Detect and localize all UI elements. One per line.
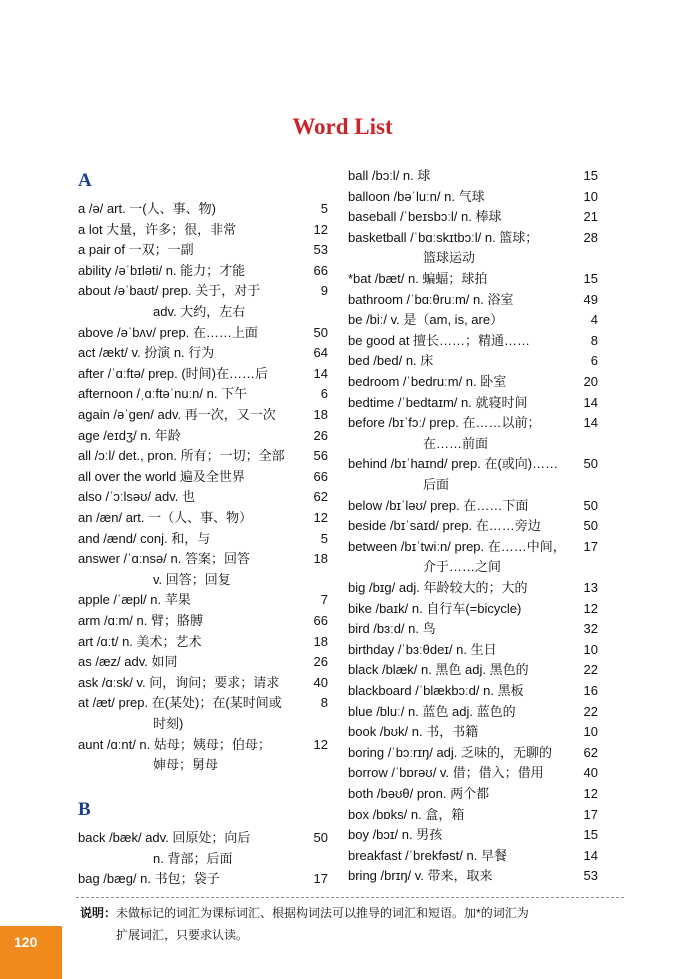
word-entry-page: 40 xyxy=(313,674,328,690)
word-entry-page: 6 xyxy=(320,386,328,402)
word-entry-text: about /əˈbaʊt/ prep. 关于，对于 xyxy=(78,283,261,299)
word-entry xyxy=(348,537,600,578)
word-entry-page: 18 xyxy=(313,551,328,567)
word-entry xyxy=(348,496,600,517)
word-entry-page: 13 xyxy=(583,580,598,595)
word-entry-text: ask /ɑːsk/ v. 问，询问；要求；请求 xyxy=(78,674,280,690)
word-entry-page: 5 xyxy=(320,201,328,216)
word-entry-page: 12 xyxy=(313,510,328,525)
word-entry-page: 50 xyxy=(313,830,328,845)
divider xyxy=(76,897,624,898)
word-entry-text: balloon /bəˈluːn/ n. 气球 xyxy=(348,188,485,204)
word-entry xyxy=(78,735,330,776)
word-entry-text: between /bɪˈtwiːn/ prep. 在……中间， xyxy=(348,538,566,554)
word-entry-text: beside /bɪˈsaɪd/ prep. 在……旁边 xyxy=(348,518,541,534)
word-entry-page: 10 xyxy=(583,188,598,204)
word-entry xyxy=(78,384,330,405)
word-entry-page: 26 xyxy=(313,427,328,443)
word-entry-page: 4 xyxy=(590,312,598,328)
footnote-label: 说明： xyxy=(80,906,117,920)
word-entry-page: 28 xyxy=(583,229,598,245)
word-entry-text: bedroom /ˈbedruːm/ n. 卧室 xyxy=(348,374,507,389)
word-entry-page: 50 xyxy=(583,497,598,513)
word-entry-text: below /bɪˈləʊ/ prep. 在……下面 xyxy=(348,497,529,513)
word-entry-text: bathroom /ˈbɑːθruːm/ n. 浴室 xyxy=(348,291,514,307)
word-entry-page: 15 xyxy=(583,168,598,183)
word-entry-page: 20 xyxy=(583,374,598,389)
word-entry-text: above /əˈbʌv/ prep. 在……上面 xyxy=(78,324,258,340)
word-entry-page: 10 xyxy=(583,724,598,740)
footnote-line-2: 扩展词汇，只要求认读。 xyxy=(116,928,249,942)
word-entry-continuation: 婶母；舅母 xyxy=(153,757,219,773)
word-entry-page: 17 xyxy=(583,538,598,554)
word-entry-continuation: 介于……之间 xyxy=(423,559,502,575)
word-entry xyxy=(348,166,600,187)
word-entry xyxy=(348,393,600,414)
word-entry xyxy=(348,702,600,723)
word-entry-page: 50 xyxy=(583,456,598,472)
word-entry xyxy=(348,331,600,352)
word-entry-text: be /biː/ v. 是（am, is, are） xyxy=(348,312,504,328)
word-entry xyxy=(78,673,330,694)
word-entry-page: 66 xyxy=(313,468,328,484)
word-entry-page: 49 xyxy=(583,291,598,307)
word-entry-page: 15 xyxy=(583,827,598,843)
word-entry-page: 5 xyxy=(320,530,328,546)
word-entry-page: 14 xyxy=(313,365,328,381)
word-entry xyxy=(348,228,600,269)
word-entry-page: 14 xyxy=(583,847,598,863)
word-entry-text: ability /əˈbɪləti/ n. 能力；才能 xyxy=(78,262,246,278)
word-entry-continuation: 后面 xyxy=(423,476,450,492)
word-entry-page: 62 xyxy=(583,744,598,760)
word-entry-text: as /æz/ adv. 如同 xyxy=(78,654,178,670)
word-entry-page: 15 xyxy=(583,271,598,286)
word-entry xyxy=(348,187,600,208)
word-entry xyxy=(348,207,600,228)
word-entry-text: at /æt/ prep. 在(某处)；在(某时间或 xyxy=(78,695,282,711)
word-entry-text: both /bəʊθ/ pron. 两个都 xyxy=(348,786,490,801)
word-entry-continuation: 在……前面 xyxy=(423,435,489,451)
word-entry-text: all /ɔːl/ det., pron. 所有；一切；全部 xyxy=(78,448,285,464)
word-entry xyxy=(348,763,600,784)
word-entry xyxy=(78,426,330,447)
word-entry-text: back /bæk/ adv. 回原处；向后 xyxy=(78,830,251,845)
word-entry-page: 32 xyxy=(583,621,598,637)
word-entry xyxy=(348,722,600,743)
word-entry-page: 7 xyxy=(320,592,328,608)
word-entry-text: bring /brɪŋ/ v. 带来，取来 xyxy=(348,868,493,884)
word-entry xyxy=(78,549,330,590)
page-number: 120 xyxy=(14,934,38,950)
section-letter-b: B xyxy=(78,799,91,820)
word-entry xyxy=(348,846,600,867)
word-entry xyxy=(348,269,600,290)
word-entry-page: 53 xyxy=(583,868,598,884)
word-entry-text: box /bɒks/ n. 盒，箱 xyxy=(348,806,465,822)
word-entry-page: 50 xyxy=(313,324,328,340)
word-entry-page: 18 xyxy=(313,633,328,649)
word-entry-page: 12 xyxy=(583,600,598,616)
word-entry-text: bed /bed/ n. 床 xyxy=(348,353,434,369)
word-entry-page: 56 xyxy=(313,448,328,464)
word-entry-continuation: n. 背部；后面 xyxy=(153,850,233,866)
word-entry-page: 12 xyxy=(583,786,598,801)
word-entry-page: 16 xyxy=(583,683,598,698)
word-entry-page: 10 xyxy=(583,641,598,657)
word-entry-text: bag /bæɡ/ n. 书包；袋子 xyxy=(78,871,220,887)
word-entry-continuation: 篮球运动 xyxy=(423,250,476,266)
word-entry-text: boring /ˈbɔːrɪŋ/ adj. 乏味的，无聊的 xyxy=(348,744,553,760)
section-letter-a: A xyxy=(78,170,92,191)
word-entry-text: blue /bluː/ n. 蓝色 adj. 蓝色的 xyxy=(348,703,516,719)
word-entry xyxy=(348,310,600,331)
word-entry-text: afternoon /ˌɑːftəˈnuːn/ n. 下午 xyxy=(78,386,248,402)
word-entry-text: breakfast /ˈbrekfəst/ n. 早餐 xyxy=(348,847,507,863)
word-entry xyxy=(78,240,330,261)
word-entry-page: 66 xyxy=(313,262,328,278)
word-entry-page: 8 xyxy=(320,695,328,711)
word-entry xyxy=(348,825,600,846)
word-entry xyxy=(78,611,330,632)
word-entry-text: act /ækt/ v. 扮演 n. 行为 xyxy=(78,345,215,361)
word-entry-page: 53 xyxy=(313,242,328,258)
word-entry-continuation: v. 回答；回复 xyxy=(153,571,231,587)
word-entry-text: big /bɪɡ/ adj. 年龄较大的；大的 xyxy=(348,580,528,595)
word-entry-page: 66 xyxy=(313,613,328,628)
word-entry xyxy=(348,640,600,661)
word-entry-text: boy /bɔɪ/ n. 男孩 xyxy=(348,827,443,843)
word-entry xyxy=(78,281,330,322)
word-entry-text: age /eɪdʒ/ n. 年龄 xyxy=(78,427,181,443)
word-entry xyxy=(78,199,330,220)
word-entry xyxy=(348,372,600,393)
word-entry-text: a pair of 一双；一副 xyxy=(78,242,194,258)
word-entry-text: bike /baɪk/ n. 自行车(=bicycle) xyxy=(348,600,522,616)
word-entry xyxy=(78,693,330,734)
word-entry-text: bird /bɜːd/ n. 鸟 xyxy=(348,621,436,637)
word-entry xyxy=(78,323,330,344)
word-entry xyxy=(78,261,330,282)
word-entry xyxy=(78,590,330,611)
word-entry xyxy=(348,599,600,620)
word-entry xyxy=(348,516,600,537)
word-entry xyxy=(78,405,330,426)
word-entry-page: 62 xyxy=(313,489,328,505)
word-entry-page: 26 xyxy=(313,654,328,670)
word-entry-text: also /ˈɔːlsəʊ/ adv. 也 xyxy=(78,489,195,505)
word-entry-page: 22 xyxy=(583,662,598,678)
word-entry xyxy=(78,343,330,364)
word-entry-text: a lot 大量，许多；很，非常 xyxy=(78,221,237,237)
word-entry xyxy=(348,454,600,495)
word-entry xyxy=(348,578,600,599)
word-entry xyxy=(348,784,600,805)
word-entry-text: *bat /bæt/ n. 蝙蝠；球拍 xyxy=(348,271,488,286)
word-entry-text: birthday /ˈbɜːθdeɪ/ n. 生日 xyxy=(348,641,497,657)
word-entry-page: 14 xyxy=(583,394,598,410)
word-entry-text: a /ə/ art. 一(人、事、物) xyxy=(78,201,216,216)
word-entry-text: black /blæk/ n. 黑色 adj. 黑色的 xyxy=(348,662,529,678)
footnote xyxy=(80,902,625,946)
word-entry-continuation: 时刻) xyxy=(153,715,184,731)
word-entry xyxy=(78,467,330,488)
word-entry-text: aunt /ɑːnt/ n. 姑母；姨母；伯母； xyxy=(78,736,271,752)
word-entry-text: all over the world 遍及全世界 xyxy=(78,468,245,484)
word-entry-text: blackboard /ˈblækbɔːd/ n. 黑板 xyxy=(348,683,524,698)
word-entry-page: 18 xyxy=(313,407,328,422)
word-entry xyxy=(348,681,600,702)
word-entry-page: 6 xyxy=(590,353,598,369)
word-entry xyxy=(348,805,600,826)
word-entry xyxy=(348,743,600,764)
word-entry xyxy=(78,220,330,241)
word-entry xyxy=(348,866,600,887)
word-entry xyxy=(78,652,330,673)
word-entry-page: 8 xyxy=(590,332,598,348)
word-entry xyxy=(78,446,330,467)
word-entry-page: 14 xyxy=(583,415,598,431)
word-entry-text: and /ænd/ conj. 和，与 xyxy=(78,530,211,546)
word-entry xyxy=(78,364,330,385)
word-entry xyxy=(78,508,330,529)
word-entry-text: before /bɪˈfɔː/ prep. 在……以前； xyxy=(348,415,541,431)
word-entry-text: book /bʊk/ n. 书，书籍 xyxy=(348,724,479,740)
word-entry xyxy=(348,660,600,681)
word-entry-text: bedtime /ˈbedtaɪm/ n. 就寝时间 xyxy=(348,394,528,410)
word-entry-text: be good at 擅长……；精通…… xyxy=(348,332,531,348)
word-entry-page: 17 xyxy=(583,806,598,822)
word-entry xyxy=(78,529,330,550)
word-entry-continuation: adv. 大约，左右 xyxy=(153,303,246,319)
word-entry-text: art /ɑːt/ n. 美术；艺术 xyxy=(78,633,202,649)
word-entry-page: 12 xyxy=(313,736,328,752)
word-entry-text: basketball /ˈbɑːskɪtbɔːl/ n. 篮球； xyxy=(348,229,539,245)
word-entry-page: 17 xyxy=(313,871,328,887)
footnote-line-1: 未做标记的词汇为课标词汇、根据构词法可以推导的词汇和短语。加*的词汇为 xyxy=(116,906,529,920)
word-entry-page: 64 xyxy=(313,345,328,361)
word-entry xyxy=(78,828,330,869)
page-number-tab xyxy=(0,926,62,979)
word-entry xyxy=(78,632,330,653)
word-entry-page: 21 xyxy=(583,209,598,225)
word-entry-page: 50 xyxy=(583,518,598,534)
word-entry-text: again /əˈɡen/ adv. 再一次，又一次 xyxy=(78,407,276,422)
word-entry xyxy=(348,619,600,640)
word-entry-text: behind /bɪˈhaɪnd/ prep. 在(或向)…… xyxy=(348,456,559,472)
word-entry-text: borrow /ˈbɒrəʊ/ v. 借；借入；借用 xyxy=(348,765,544,781)
word-entry-page: 40 xyxy=(583,765,598,781)
word-entry-text: ball /bɔːl/ n. 球 xyxy=(348,168,431,183)
word-entry xyxy=(78,487,330,508)
word-entry xyxy=(348,413,600,454)
word-entry-page: 9 xyxy=(320,283,328,299)
word-entry xyxy=(78,869,330,890)
word-entry-text: apple /ˈæpl/ n. 苹果 xyxy=(78,592,191,608)
word-entry-text: arm /ɑːm/ n. 臂；胳膊 xyxy=(78,613,203,628)
word-entry-text: after /ˈɑːftə/ prep. (时间)在……后 xyxy=(78,365,268,381)
word-entry-text: baseball /ˈbeɪsbɔːl/ n. 棒球 xyxy=(348,209,502,225)
word-entry-text: answer /ˈɑːnsə/ n. 答案；回答 xyxy=(78,551,250,567)
word-entry-text: an /æn/ art. 一（人、事、物） xyxy=(78,510,253,525)
word-entry xyxy=(348,351,600,372)
word-entry-page: 22 xyxy=(583,703,598,719)
word-entry-page: 12 xyxy=(313,221,328,237)
word-entry xyxy=(348,290,600,311)
page-title: Word List xyxy=(292,114,393,139)
